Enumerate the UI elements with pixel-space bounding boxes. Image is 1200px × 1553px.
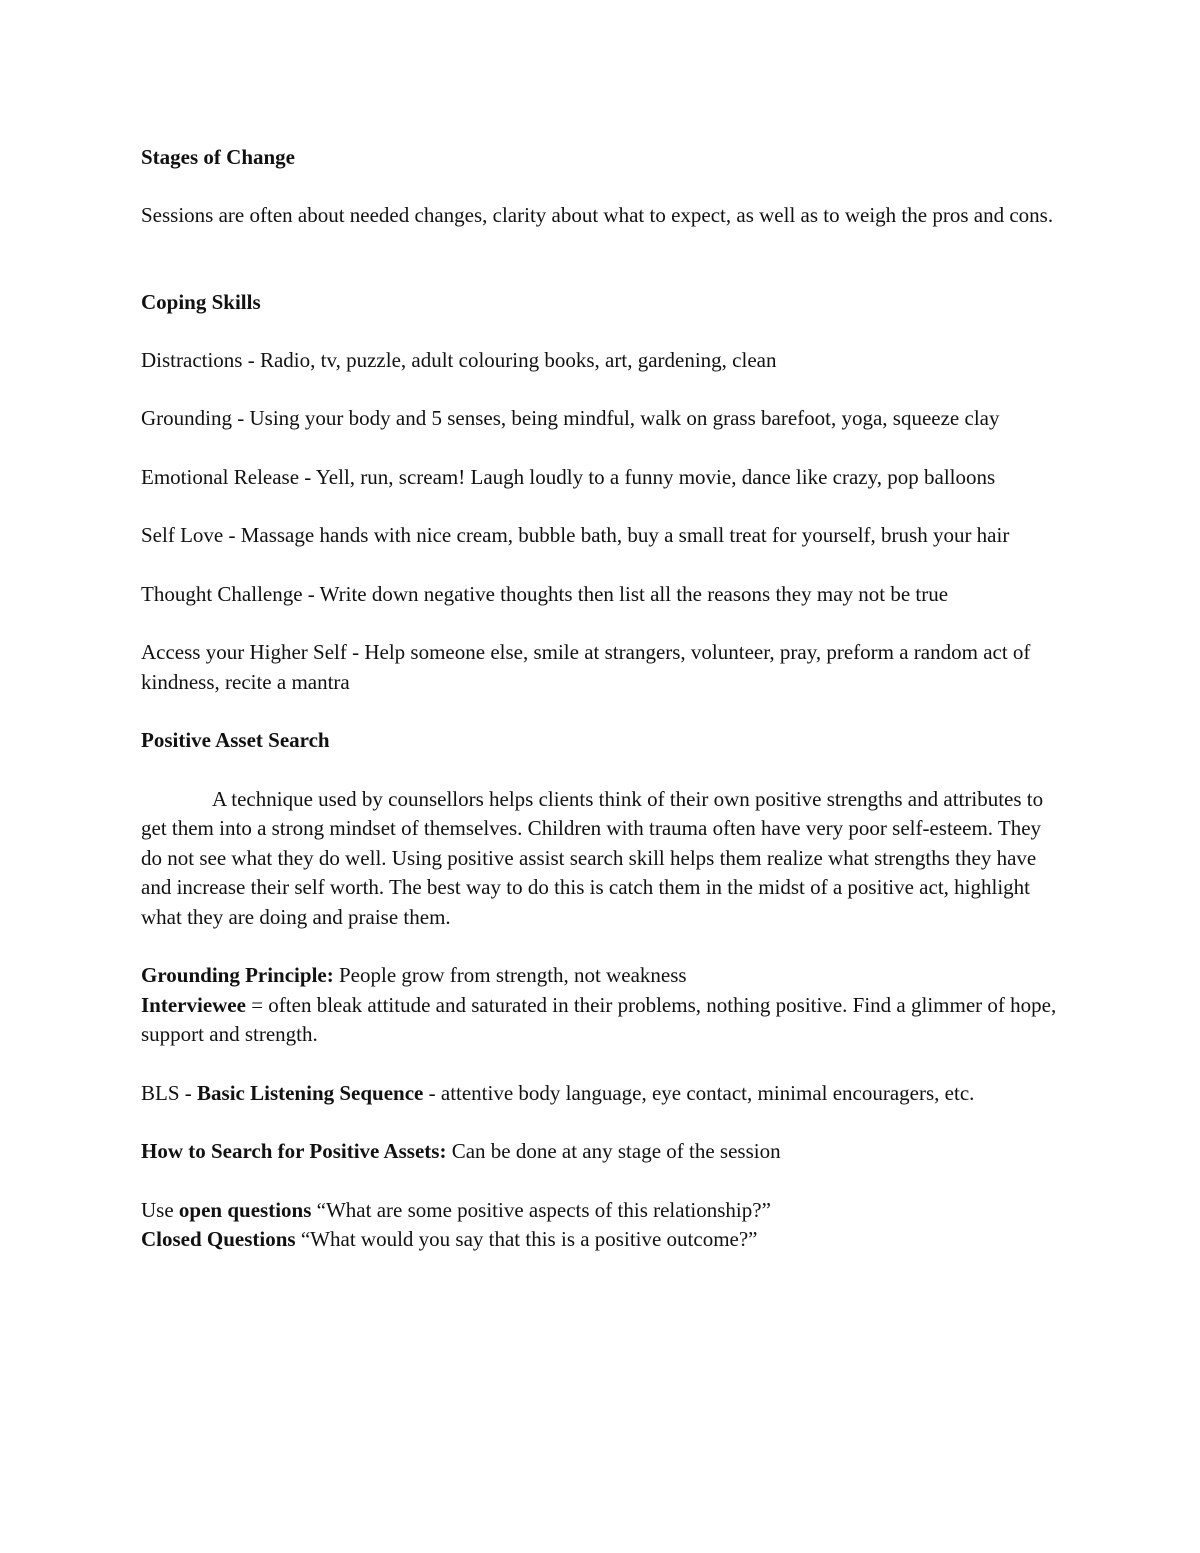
coping-item-thought-challenge: Thought Challenge - Write down negative thoughts then list all the reasons they may not be true bbox=[141, 581, 949, 606]
grounding-principle-text: People grow from strength, not weakness bbox=[333, 963, 687, 987]
interviewee-label: Interviewee bbox=[141, 992, 246, 1017]
asset-search-heading: Positive Asset Search bbox=[141, 728, 330, 752]
grounding-principle-label: Grounding Principle: bbox=[141, 963, 334, 987]
open-questions-prefix: Use bbox=[141, 1197, 179, 1222]
closed-questions-label: Closed Questions bbox=[141, 1227, 296, 1251]
interviewee-line bbox=[141, 991, 1066, 1050]
coping-item-distractions: Distractions - Radio, tv, puzzle, adult colouring books, art, gardening, clean bbox=[141, 347, 777, 372]
grounding-principle-line bbox=[141, 961, 1066, 991]
bls-label: Basic Listening Sequence bbox=[197, 1080, 424, 1105]
coping-heading: Coping Skills bbox=[141, 290, 261, 314]
open-questions-line bbox=[141, 1196, 1066, 1226]
coping-item-grounding: Grounding - Using your body and 5 senses, being mindful, walk on grass barefoot, yoga, squeeze clay bbox=[141, 406, 1000, 430]
how-to-text: Can be done at any stage of the session bbox=[446, 1139, 781, 1163]
bls-text: - attentive body language, eye contact, minimal encouragers, etc. bbox=[423, 1080, 975, 1105]
open-questions-label: open questions bbox=[178, 1197, 312, 1222]
asset-search-paragraph: A technique used by counsellors helps clients think of their own positive strengths and attributes to get them into a strong mindset of themselves. Children with trauma often have very poor self-esteem. They do not see what they do well. Using positive assist search skill helps them realize what strengths they have and increase their self worth. The best way to do this is catch them in the midst of a positive act, highlight what they are doing and praise them. bbox=[141, 786, 1044, 929]
stages-paragraph: Sessions are often about needed changes, clarity about what to expect, as well as to weigh the pros and cons. bbox=[141, 202, 1054, 227]
coping-item-emotional-release: Emotional Release - Yell, run, scream! Laugh loudly to a funny movie, dance like crazy, pop balloons bbox=[141, 464, 996, 489]
document-body bbox=[141, 143, 1066, 1255]
coping-item-self-love: Self Love - Massage hands with nice cream, bubble bath, buy a small treat for yourself, brush your hair bbox=[141, 523, 1010, 547]
closed-questions-text: “What would you say that this is a positive outcome?” bbox=[295, 1227, 758, 1251]
coping-item-higher-self: Access your Higher Self - Help someone else, smile at strangers, volunteer, pray, preform a random act of kindness, recite a mantra bbox=[141, 640, 1031, 694]
bls-line bbox=[141, 1079, 1066, 1109]
stages-heading: Stages of Change bbox=[141, 145, 296, 169]
closed-questions-line bbox=[141, 1225, 1066, 1255]
open-questions-text: “What are some positive aspects of this relationship?” bbox=[311, 1197, 771, 1222]
bls-prefix: BLS - bbox=[141, 1080, 198, 1105]
interviewee-text: = often bleak attitude and saturated in their problems, nothing positive. Find a glimmer of hope, support and strength. bbox=[141, 992, 1057, 1046]
how-to-line bbox=[141, 1137, 1066, 1167]
how-to-label: How to Search for Positive Assets: bbox=[141, 1139, 447, 1163]
